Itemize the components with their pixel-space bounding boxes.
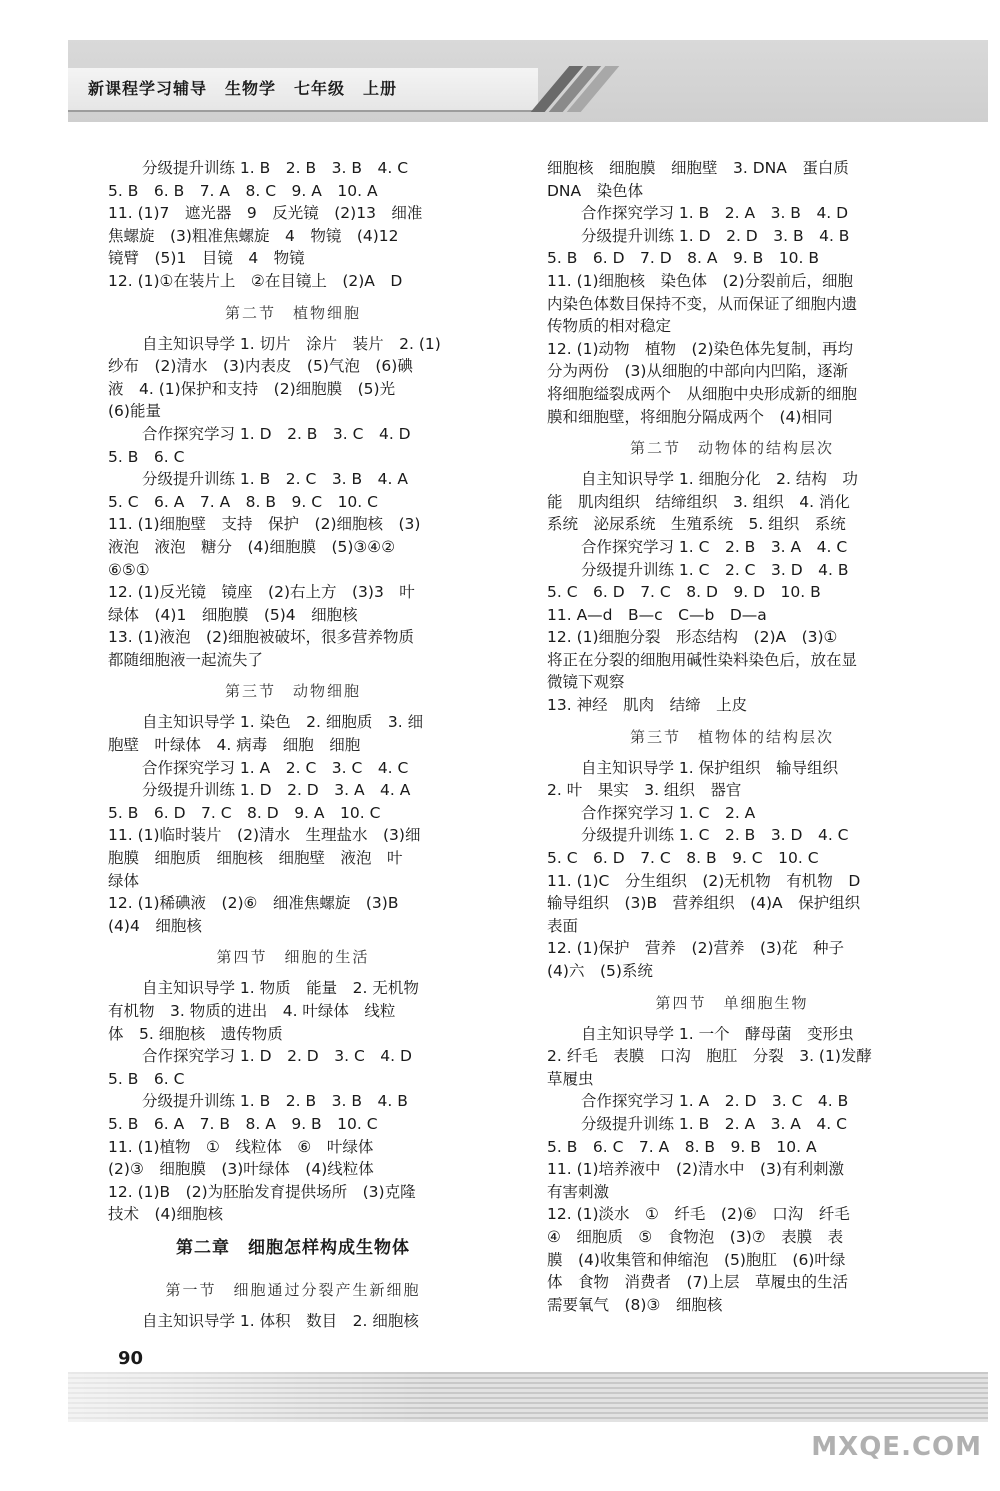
- section-heading: 第三节 植物体的结构层次: [629, 727, 834, 746]
- answer-line: 2. 叶 果实 3. 组织 器官: [547, 781, 742, 800]
- answer-line: 胞壁 叶绿体 4. 病毒 细胞 细胞: [108, 736, 361, 755]
- answer-line: 膜 (4)收集管和伸缩泡 (5)胞肛 (6)叶绿: [547, 1250, 846, 1269]
- answer-line: 分级提升训练 1. D 2. D 3. A 4. A: [142, 781, 411, 800]
- answer-line: (6)能量: [108, 402, 161, 421]
- answer-line: 分级提升训练 1. C 2. C 3. D 4. B: [581, 560, 849, 579]
- answer-line: 能 肌肉组织 结缔组织 3. 组织 4. 消化: [547, 492, 850, 511]
- answer-line: DNA 染色体: [547, 181, 644, 200]
- answer-line: 体 食物 消费者 (7)上层 草履虫的生活: [547, 1273, 848, 1292]
- answer-line: 12. (1)B (2)为胚胎发育提供场所 (3)克隆: [108, 1182, 416, 1201]
- answer-line: 12. (1)细胞分裂 形态结构 (2)A (3)①: [547, 628, 838, 647]
- answer-line: 胞膜 细胞质 细胞核 细胞壁 液泡 叶: [108, 849, 403, 868]
- answer-line: 体 5. 细胞核 遗传物质: [108, 1024, 283, 1043]
- answer-line: 13. 神经 肌肉 结缔 上皮: [547, 696, 748, 715]
- answer-line: 表面: [547, 916, 579, 935]
- answer-line: 12. (1)反光镜 镜座 (2)右上方 (3)3 叶: [108, 583, 415, 602]
- answer-line: 自主知识导学 1. 细胞分化 2. 结构 功: [581, 470, 858, 489]
- left-answer-column: [108, 157, 478, 1333]
- answer-line: 分级提升训练 1. B 2. A 3. A 4. C: [581, 1114, 847, 1133]
- answer-line: 5. C 6. D 7. C 8. D 9. D 10. B: [547, 583, 821, 602]
- answer-line: 5. B 6. D 7. C 8. D 9. A 10. C: [108, 803, 381, 822]
- answer-line: 纱布 (2)清水 (3)内表皮 (5)气泡 (6)碘: [108, 357, 413, 376]
- answer-line: 液泡 液泡 糖分 (4)细胞膜 (5)③④②: [108, 537, 396, 556]
- answer-line: 都随细胞液一起流失了: [108, 650, 264, 669]
- answer-line: 自主知识导学 1. 染色 2. 细胞质 3. 细: [142, 713, 424, 732]
- answer-line: 合作探究学习 1. B 2. A 3. B 4. D: [581, 204, 849, 223]
- section-heading: 第二节 植物细胞: [224, 303, 361, 322]
- answer-line: 12. (1)①在装片上 ②在目镜上 (2)A D: [108, 271, 403, 290]
- answer-line: 11. (1)细胞核 染色体 (2)分裂前后，细胞: [547, 271, 853, 290]
- page-header: [68, 40, 988, 122]
- answer-line: 2. 纤毛 表膜 口沟 胞肛 分裂 3. (1)发酵: [547, 1047, 872, 1066]
- answer-line: 有害刺激: [547, 1182, 610, 1201]
- page-number: 90: [118, 1348, 144, 1369]
- book-subject: 生物学: [225, 79, 277, 98]
- answer-line: 13. (1)液泡 (2)细胞被破坏，很多营养物质: [108, 628, 414, 647]
- book-grade: 七年级: [294, 79, 346, 98]
- answer-line: 11. (1)7 遮光器 9 反光镜 (2)13 细准: [108, 204, 423, 223]
- answer-line: 11. (1)细胞壁 支持 保护 (2)细胞核 (3): [108, 515, 421, 534]
- section-heading: 第二节 动物体的结构层次: [629, 439, 834, 458]
- answer-line: 自主知识导学 1. 一个 酵母菌 变形虫: [581, 1024, 854, 1043]
- right-answer-column: [547, 157, 917, 1316]
- answer-line: 合作探究学习 1. C 2. A: [581, 803, 756, 822]
- answer-line: 12. (1)稀碘液 (2)⑥ 细准焦螺旋 (3)B: [108, 894, 399, 913]
- answer-line: 膜和细胞壁，将细胞分隔成两个 (4)相同: [547, 407, 833, 426]
- section-heading: 第四节 细胞的生活: [216, 948, 370, 967]
- answer-line: 分级提升训练 1. B 2. B 3. B 4. B: [142, 1092, 408, 1111]
- section-heading: 第一节 细胞通过分裂产生新细胞: [165, 1280, 421, 1299]
- answer-line: 5. C 6. D 7. C 8. B 9. C 10. C: [547, 849, 819, 868]
- answer-line: 焦螺旋 (3)粗准焦螺旋 4 物镜 (4)12: [108, 226, 399, 245]
- answer-line: 5. B 6. C 7. A 8. B 9. B 10. A: [547, 1137, 817, 1156]
- book-volume: 上册: [363, 79, 398, 98]
- answer-line: 分为两份 (3)从细胞的中部向内凹陷，逐渐: [547, 362, 848, 381]
- answer-line: 5. B 6. C: [108, 1069, 185, 1088]
- answer-line: 液 4. (1)保护和支持 (2)细胞膜 (5)光: [108, 379, 396, 398]
- answer-line: 5. C 6. A 7. A 8. B 9. C 10. C: [108, 492, 378, 511]
- watermark-logo: MXQE.COM: [811, 1432, 982, 1462]
- answer-line: 分级提升训练 1. B 2. C 3. B 4. A: [142, 470, 408, 489]
- answer-line: 需要氧气 (8)③ 细胞核: [547, 1295, 723, 1314]
- answer-line: 11. A—d B—c C—b D—a: [547, 605, 767, 624]
- answer-line: 5. B 6. A 7. B 8. A 9. B 10. C: [108, 1114, 378, 1133]
- answer-line: 11. (1)培养液中 (2)清水中 (3)有利刺激: [547, 1160, 844, 1179]
- answer-line: 分级提升训练 1. D 2. D 3. B 4. B: [581, 226, 850, 245]
- answer-line: 细胞核 细胞膜 细胞壁 3. DNA 蛋白质: [547, 159, 849, 177]
- header-title: [88, 76, 415, 99]
- answer-line: 自主知识导学 1. 保护组织 输导组织: [581, 758, 839, 777]
- answer-line: ④ 细胞质 ⑤ 食物泡 (3)⑦ 表膜 表: [547, 1227, 844, 1246]
- answer-line: 11. (1)植物 ① 线粒体 ⑥ 叶绿体: [108, 1137, 374, 1156]
- answer-line: 合作探究学习 1. D 2. B 3. C 4. D: [142, 424, 411, 443]
- answer-line: 自主知识导学 1. 体积 数目 2. 细胞核: [142, 1311, 419, 1330]
- answer-line: 5. B 6. D 7. D 8. A 9. B 10. B: [547, 249, 820, 268]
- answer-line: 技术 (4)细胞核: [108, 1205, 223, 1224]
- header-title-bar: [68, 68, 538, 112]
- answer-line: 镜臂 (5)1 目镜 4 物镜: [108, 249, 305, 268]
- answer-line: 5. B 6. B 7. A 8. C 9. A 10. A: [108, 181, 378, 200]
- answer-line: 12. (1)动物 植物 (2)染色体先复制，再均: [547, 339, 853, 358]
- answer-line: 输导组织 (3)B 营养组织 (4)A 保护组织: [547, 894, 861, 913]
- answer-line: 草履虫: [547, 1069, 594, 1088]
- answer-line: 合作探究学习 1. D 2. D 3. C 4. D: [142, 1047, 412, 1066]
- answer-line: 将细胞缢裂成两个 从细胞中央形成新的细胞: [547, 384, 858, 403]
- answer-line: 绿体 (4)1 细胞膜 (5)4 细胞核: [108, 605, 358, 624]
- answer-line: 5. B 6. C: [108, 447, 185, 466]
- book-series: 新课程学习辅导: [88, 79, 208, 98]
- answer-line: 将正在分裂的细胞用碱性染料染色后，放在显: [547, 650, 858, 669]
- answer-line: 微镜下观察: [547, 673, 625, 692]
- answer-line: (4)六 (5)系统: [547, 962, 653, 980]
- answer-line: 分级提升训练 1. C 2. B 3. D 4. C: [581, 826, 849, 845]
- section-heading: 第三节 动物细胞: [224, 682, 361, 701]
- footer-band: [68, 1372, 988, 1422]
- answer-line: ⑥⑤①: [108, 560, 150, 579]
- answer-line: (2)③ 细胞膜 (3)叶绿体 (4)线粒体: [108, 1160, 374, 1179]
- answer-line: 12. (1)淡水 ① 纤毛 (2)⑥ 口沟 纤毛: [547, 1205, 850, 1224]
- answer-line: 内染色体数目保持不变，从而保证了细胞内遗: [547, 294, 858, 313]
- answer-line: 12. (1)保护 营养 (2)营养 (3)花 种子: [547, 939, 844, 958]
- answer-line: 11. (1)C 分生组织 (2)无机物 有机物 D: [547, 871, 861, 890]
- answer-line: 合作探究学习 1. C 2. B 3. A 4. C: [581, 537, 848, 556]
- answer-line: 有机物 3. 物质的进出 4. 叶绿体 线粒: [108, 1002, 396, 1020]
- answer-line: 分级提升训练 1. B 2. B 3. B 4. C: [142, 159, 409, 177]
- answer-line: 系统 泌尿系统 生殖系统 5. 组织 系统: [547, 515, 846, 534]
- answer-line: 自主知识导学 1. 切片 涂片 装片 2. (1): [142, 334, 441, 353]
- answer-line: 传物质的相对稳定: [547, 317, 672, 336]
- answer-line: 自主知识导学 1. 物质 能量 2. 无机物: [142, 979, 419, 998]
- answer-line: 11. (1)临时装片 (2)清水 生理盐水 (3)细: [108, 826, 421, 845]
- section-heading: 第四节 单细胞生物: [655, 993, 809, 1012]
- answer-line: 合作探究学习 1. A 2. C 3. C 4. C: [142, 758, 409, 777]
- answer-line: 绿体: [108, 871, 140, 890]
- chapter-heading: 第二章 细胞怎样构成生物体: [176, 1237, 410, 1258]
- answer-line: 合作探究学习 1. A 2. D 3. C 4. B: [581, 1092, 849, 1111]
- answer-line: (4)4 细胞核: [108, 916, 202, 935]
